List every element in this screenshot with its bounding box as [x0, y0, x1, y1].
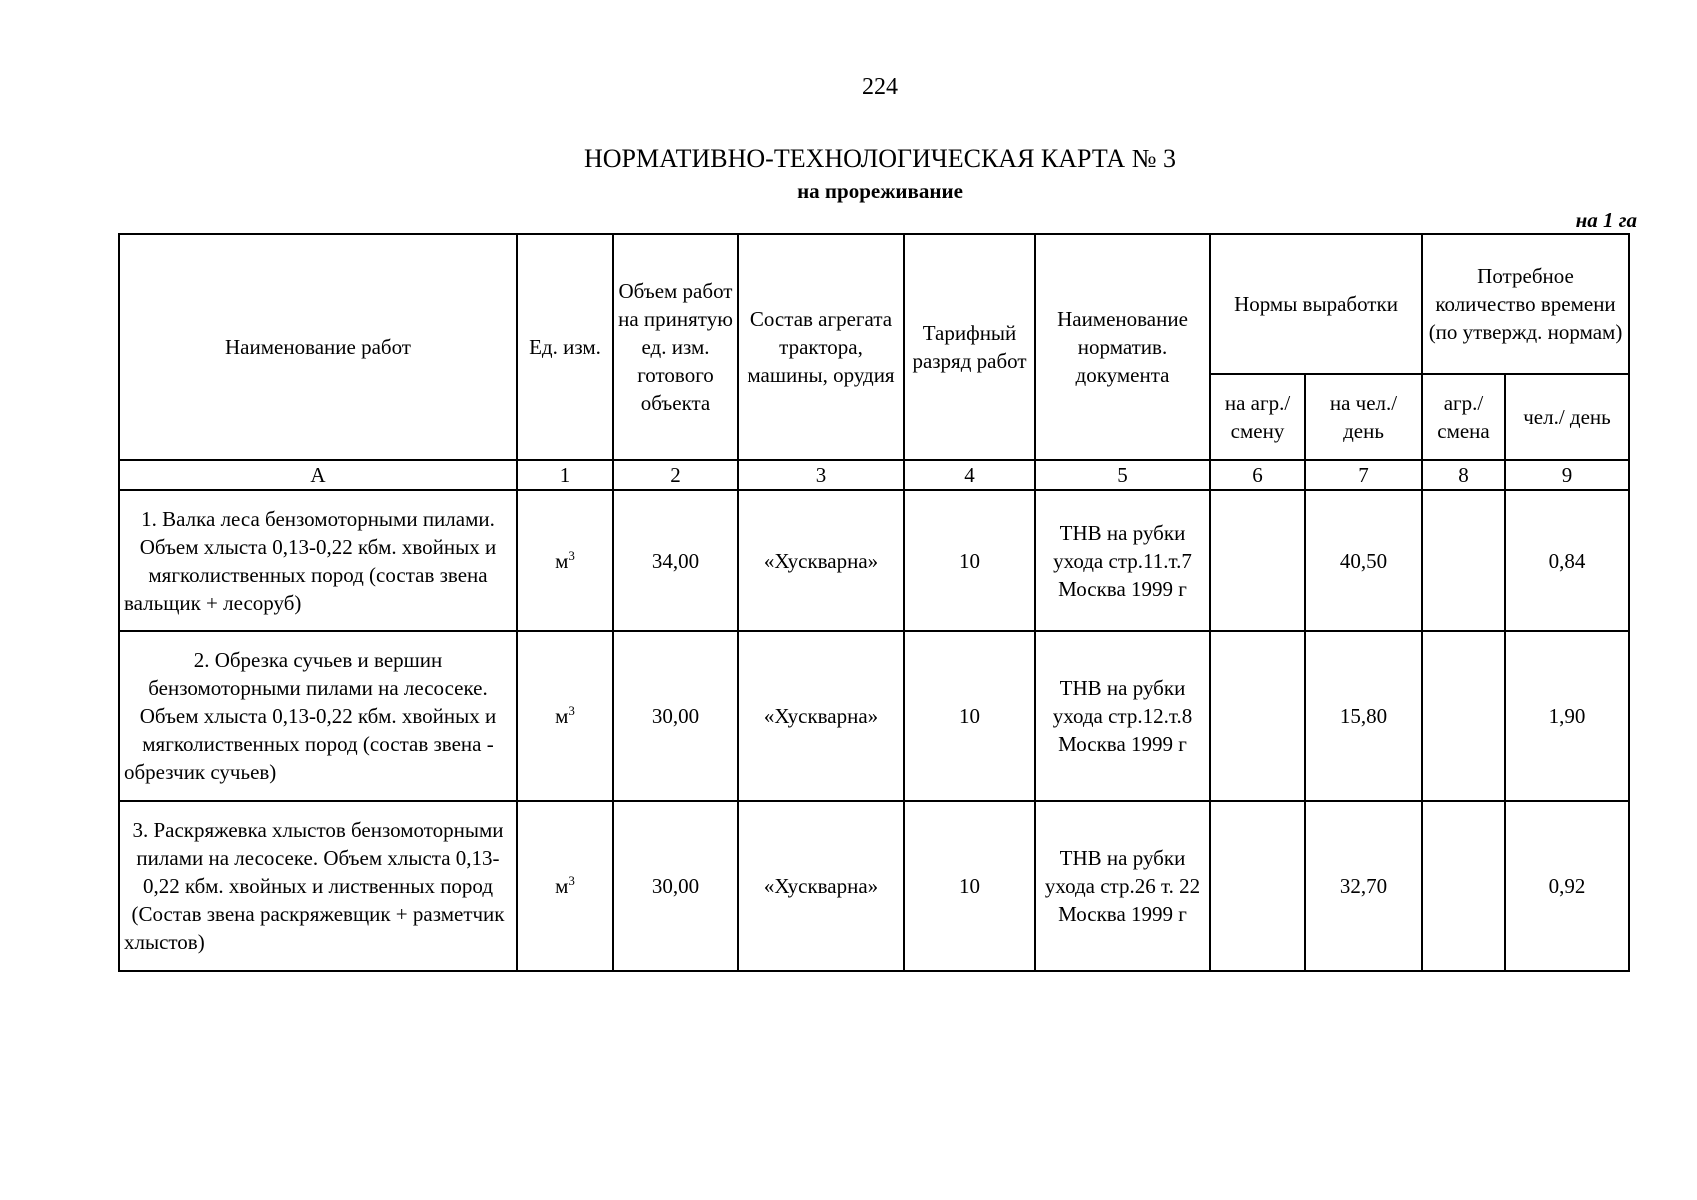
norms-table: [118, 233, 1630, 972]
volume-cell: 30,00: [613, 631, 738, 801]
unit-cell: [517, 631, 613, 801]
table-row: [119, 490, 1629, 631]
norm-agg-cell: [1210, 631, 1305, 801]
column-index: 3: [738, 460, 904, 490]
time-person-cell: 0,92: [1505, 801, 1629, 971]
column-index: 9: [1505, 460, 1629, 490]
header-time-agg: агр./ смена: [1422, 374, 1505, 460]
composition-cell: «Хускварна»: [738, 631, 904, 801]
composition-cell: «Хускварна»: [738, 490, 904, 631]
unit-superscript: 3: [568, 873, 575, 888]
unit-text: м: [555, 874, 569, 898]
work-name-cell: 2. Обрезка сучьев и вершин бензомоторными пилами на лесосеке. Объем хлыста 0,13-0,22 кбм. хвойных и мягколиственных пород (состав звена - обрезчик сучьев): [119, 631, 517, 801]
norm-agg-cell: [1210, 490, 1305, 631]
header-norms-per-person: на чел./ день: [1305, 374, 1422, 460]
column-index: 5: [1035, 460, 1210, 490]
document-cell: ТНВ на рубки ухода стр.11.т.7 Москва 1999 г: [1035, 490, 1210, 631]
unit-note: на 1 га: [1575, 208, 1637, 232]
header-composition: Состав агрегата трактора, машины, орудия: [738, 234, 904, 460]
table-header-row: [119, 234, 1629, 374]
column-index: 1: [517, 460, 613, 490]
time-agg-cell: [1422, 631, 1505, 801]
header-unit: Ед. изм.: [517, 234, 613, 460]
column-index: 2: [613, 460, 738, 490]
header-volume: Объем работ на принятую ед. изм. готового объекта: [613, 234, 738, 460]
table-row: [119, 801, 1629, 971]
document-cell: ТНВ на рубки ухода стр.12.т.8 Москва 1999 г: [1035, 631, 1210, 801]
norm-person-cell: 15,80: [1305, 631, 1422, 801]
norm-person-cell: 40,50: [1305, 490, 1422, 631]
header-grade: Тарифный разряд работ: [904, 234, 1035, 460]
grade-cell: 10: [904, 631, 1035, 801]
volume-cell: 30,00: [613, 801, 738, 971]
header-norms: Нормы выработки: [1210, 234, 1422, 374]
time-agg-cell: [1422, 801, 1505, 971]
norm-agg-cell: [1210, 801, 1305, 971]
column-index: 4: [904, 460, 1035, 490]
column-index: 8: [1422, 460, 1505, 490]
document-cell: ТНВ на рубки ухода стр.26 т. 22 Москва 1999 г: [1035, 801, 1210, 971]
page-number: 224: [862, 74, 898, 100]
work-name-cell: 1. Валка леса бензомоторными пилами. Объем хлыста 0,13-0,22 кбм. хвойных и мягколиственных пород (состав звена вальщик + лесоруб): [119, 490, 517, 631]
volume-cell: 34,00: [613, 490, 738, 631]
time-person-cell: 0,84: [1505, 490, 1629, 631]
unit-cell: [517, 801, 613, 971]
work-name-cell: 3. Раскряжевка хлыстов бензомоторными пилами на лесосеке. Объем хлыста 0,13-0,22 кбм. хвойных и лиственных пород (Состав звена раскряжевщик + разметчик хлыстов): [119, 801, 517, 971]
document-title: НОРМАТИВНО-ТЕХНОЛОГИЧЕСКАЯ КАРТА № 3: [584, 144, 1176, 173]
header-time-person: чел./ день: [1505, 374, 1629, 460]
header-norms-per-agg: на агр./ смену: [1210, 374, 1305, 460]
header-document: Наименование норматив. документа: [1035, 234, 1210, 460]
column-index: А: [119, 460, 517, 490]
unit-superscript: 3: [568, 547, 575, 563]
time-person-cell: 1,90: [1505, 631, 1629, 801]
header-work-name: Наименование работ: [119, 234, 517, 460]
unit-superscript: 3: [568, 703, 575, 718]
norm-person-cell: 32,70: [1305, 801, 1422, 971]
header-time: Потребное количество времени (по утвержд. нормам): [1422, 234, 1629, 374]
unit-text: м: [555, 704, 569, 728]
document-subtitle: на прореживание: [797, 179, 963, 203]
time-agg-cell: [1422, 490, 1505, 631]
column-index: 7: [1305, 460, 1422, 490]
table-row: [119, 631, 1629, 801]
unit-cell: [517, 490, 613, 631]
unit-text: м: [555, 548, 569, 573]
composition-cell: «Хускварна»: [738, 801, 904, 971]
grade-cell: 10: [904, 490, 1035, 631]
column-index-row: [119, 460, 1629, 490]
column-index: 6: [1210, 460, 1305, 490]
grade-cell: 10: [904, 801, 1035, 971]
